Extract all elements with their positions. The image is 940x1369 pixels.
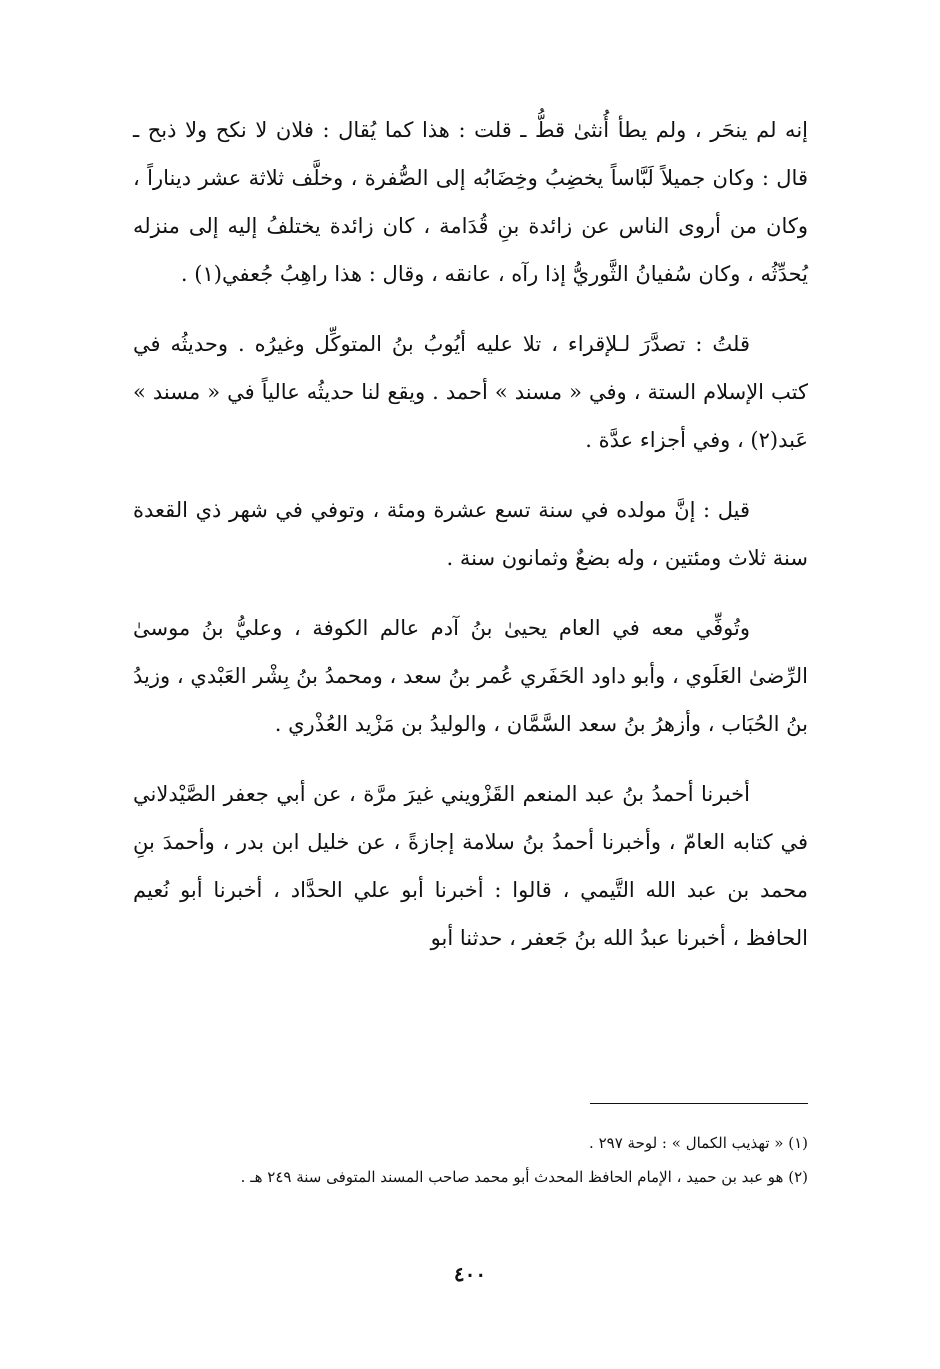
paragraph-5: أخبرنا أحمدُ بنُ عبد المنعم القَزْويني غيرَ مرَّة ، عن أبي جعفر الصَّيْدلاني في كتابه العامّ ، وأخبرنا أحمدُ بنُ سلامة إجازةً ، عن خليل ابن بدر ، وأحمدَ بنِ محمد بن عبد الله التَّيمي ، قالوا : أخبرنا أبو علي الحدَّاد ، أخبرنا أبو نُعيم الحافظ ، أخبرنا عبدُ الله بنُ جَعفر ، حدثنا أبو: [133, 782, 808, 950]
page-number: ٤٠٠: [453, 1262, 487, 1286]
main-text-body: [133, 106, 808, 984]
footnote-divider: [590, 1103, 808, 1104]
footnotes: [133, 1126, 808, 1194]
footnote-2: (٢) هو عبد بن حميد ، الإمام الحافظ المحدث أبو محمد صاحب المسند المتوفى سنة ٢٤٩ هـ .: [240, 1168, 808, 1186]
footnote-1: (١) « تهذيب الكمال » : لوحة ٢٩٧ .: [589, 1134, 808, 1152]
paragraph-2: قلتُ : تصدَّرَ لـلإقراء ، تلا عليه أيُوبُ بنُ المتوكِّل وغيرُه . وحديثُه في كتب الإسلام الستة ، وفي « مسند » أحمد . ويقع لنا حديثُه عالياً في « مسند » عَبد(٢) ، وفي أجزاء عدَّة .: [133, 332, 808, 452]
paragraph-1: إنه لم ينحَر ، ولم يطأ أُنثىٰ قطُّ ـ قلت : هذا كما يُقال : فلان لا نكح ولا ذبح ـ قال : وكان جميلاً لَبَّاساً يخضِبُ وخِضَابُه إلى الصُّفرة ، وخلَّف ثلاثة عشر ديناراً ، وكان من أروى الناس عن زائدة بنِ قُدَامة ، كان زائدة يختلفُ إليه إلى منزله يُحدِّثُه ، وكان سُفيانُ الثَّوريُّ إذا رآه ، عانقه ، وقال : هذا راهِبُ جُعفي(١) .: [133, 118, 808, 286]
paragraph-3: قيل : إنَّ مولده في سنة تسع عشرة ومئة ، وتوفي في شهر ذي القعدة سنة ثلاث ومئتين ، وله بضعٌ وثمانون سنة .: [133, 498, 808, 570]
paragraph-4: وتُوفِّي معه في العام يحيىٰ بنُ آدم عالم الكوفة ، وعليُّ بنُ موسىٰ الرِّضىٰ العَلَوي ، وأبو داود الحَفَري عُمر بنُ سعد ، ومحمدُ بنُ بِشْر العَبْدي ، وزيدُ بنُ الحُبَاب ، وأزهرُ بنُ سعد السَّمَّان ، والوليدُ بن مَزْيد العُذْري .: [133, 616, 808, 736]
